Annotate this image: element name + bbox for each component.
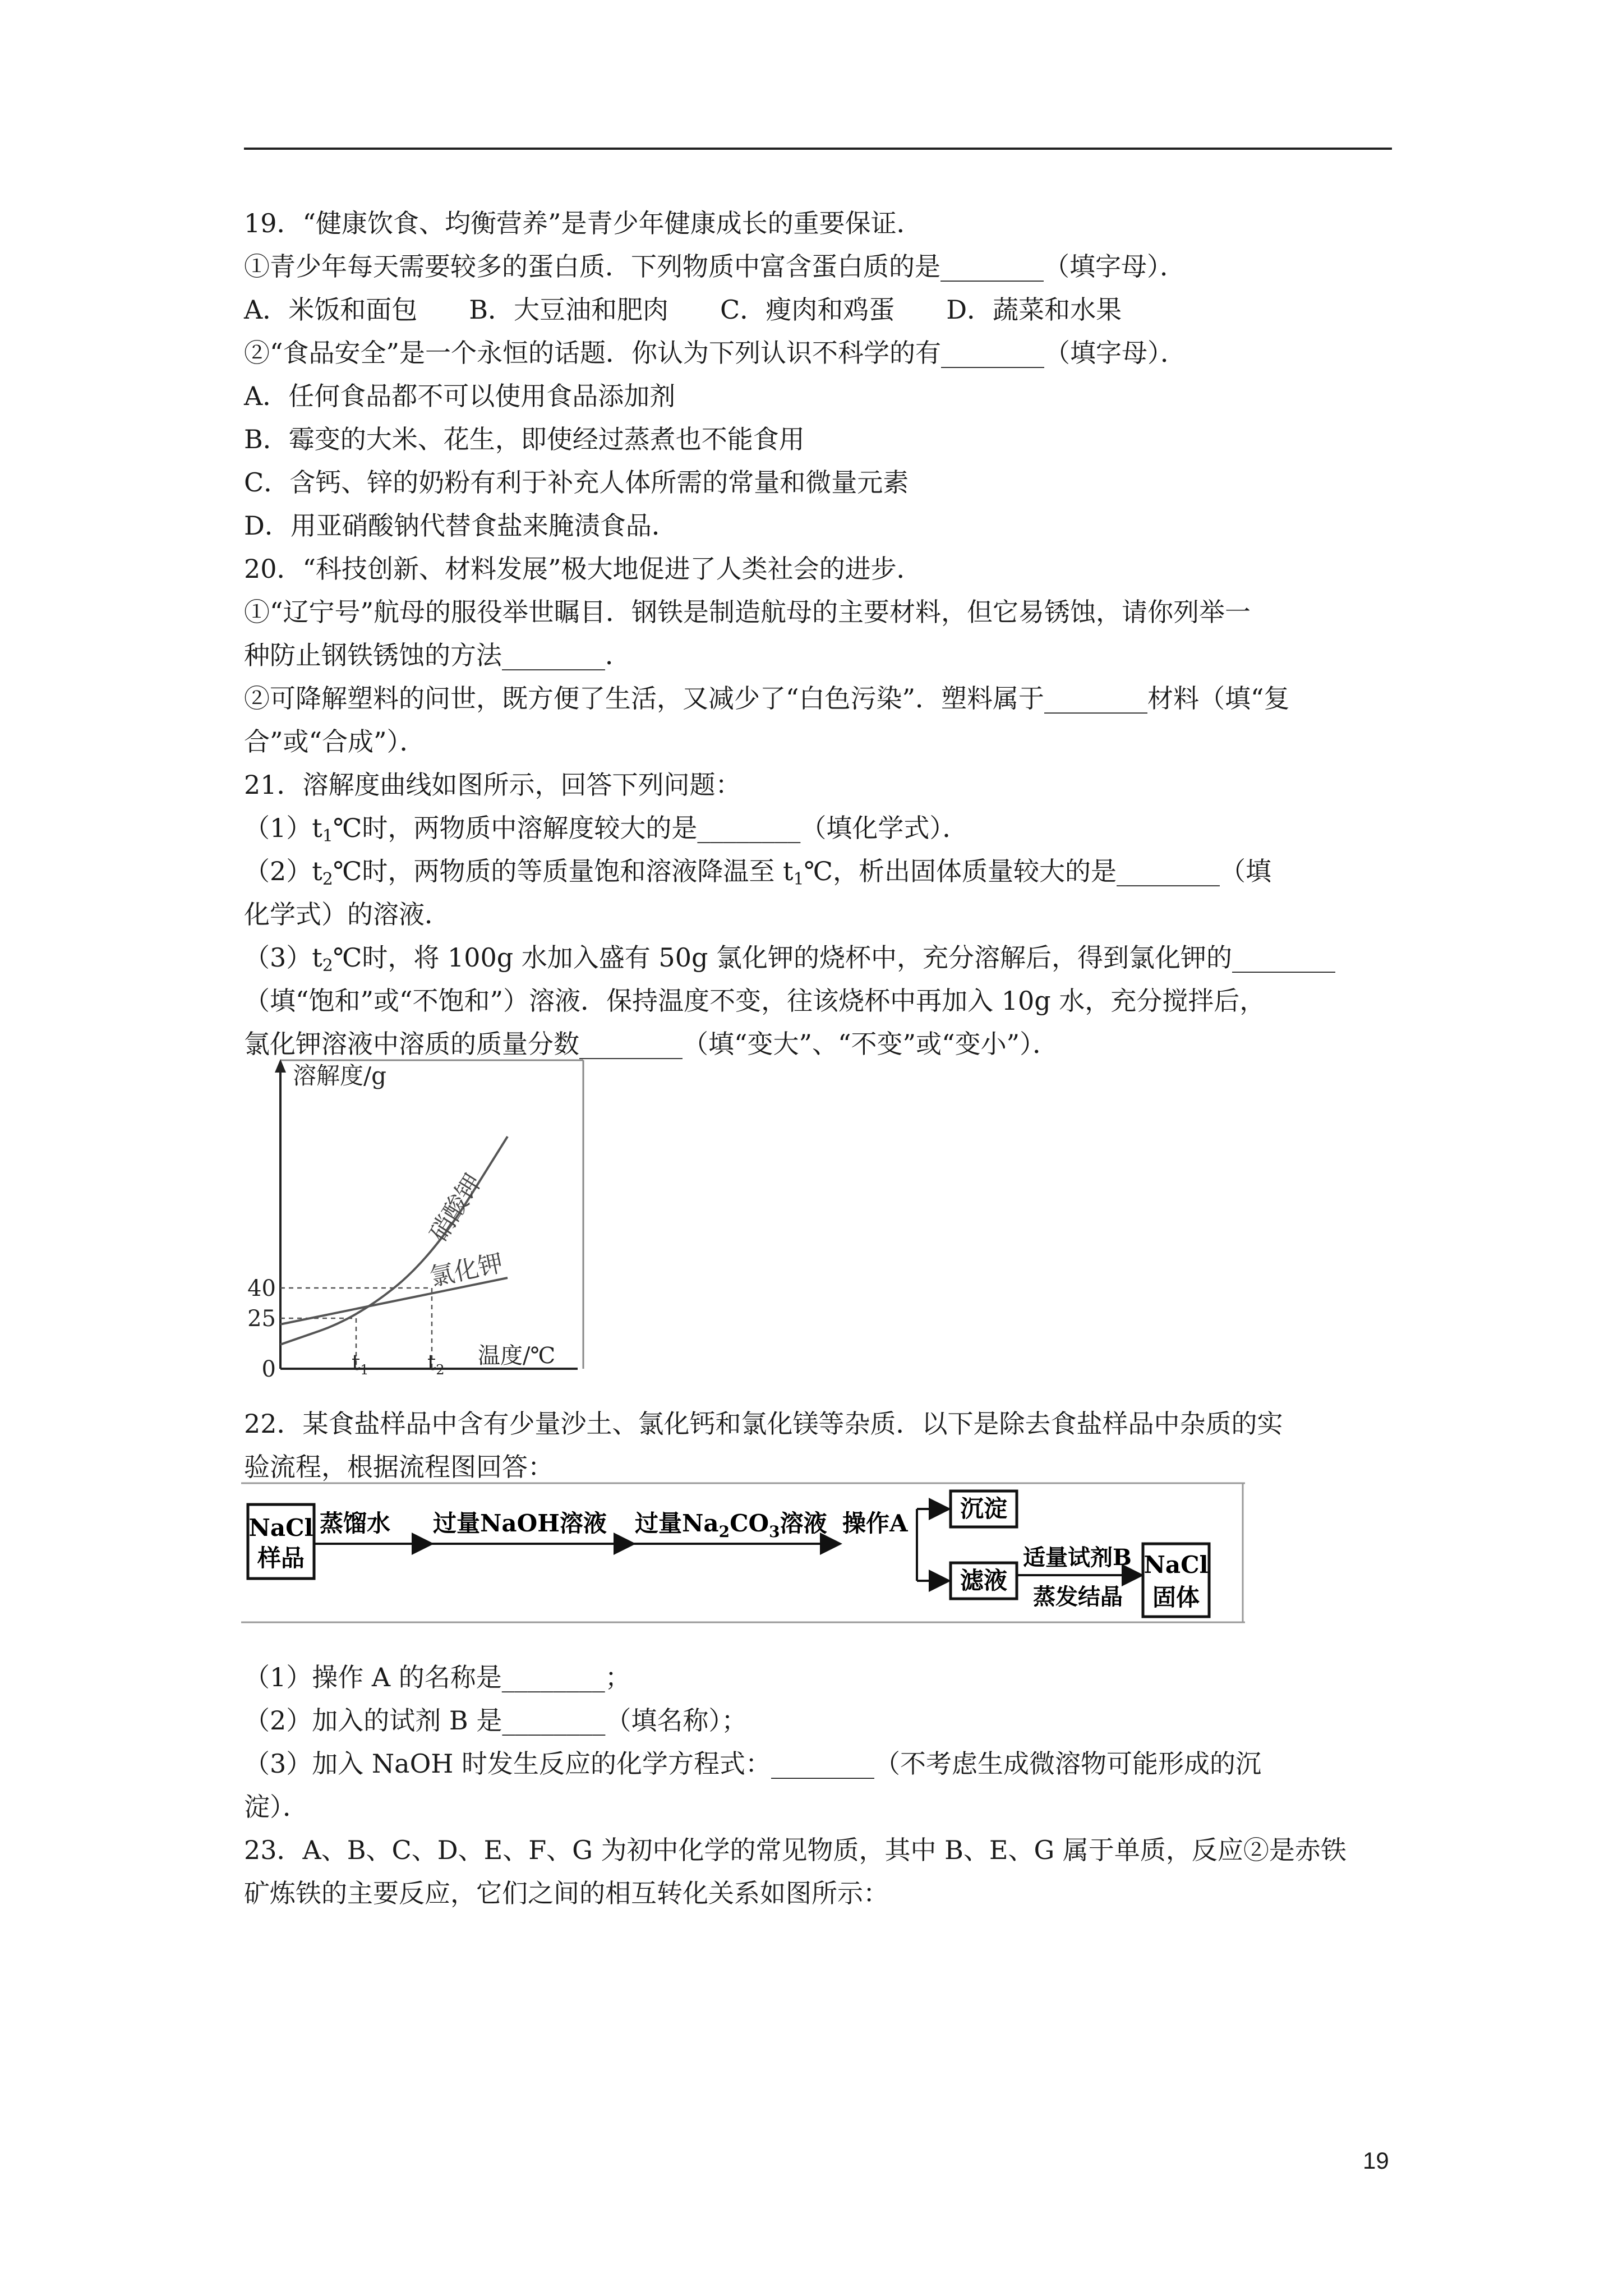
q21-part2-cont: 化学式）的溶液． [244, 899, 450, 930]
step-na2co3: 过量$Na_2CO_3$溶液 [635, 1510, 827, 1541]
q20-part2: ②可降解塑料的问世，既方便了生活，又减少了“白色污染”．塑料属于________材料（填“复 [244, 683, 1290, 714]
nacl-sample-label-2: 样品 [257, 1544, 305, 1572]
q19-option-c: C．含钙、锌的奶粉有利于补充人体所需的常量和微量元素 [244, 467, 909, 498]
q20-part2-cont: 合”或“合成”）． [244, 726, 426, 757]
q22-part3: （3）加入 NaOH 时发生反应的化学方程式：________（不考虑生成微溶物可能形成的沉 [244, 1749, 1262, 1779]
nacl-solid-label-1: NaCl [1144, 1551, 1209, 1579]
y-tick-label: 0 [261, 1356, 276, 1380]
step-naoh: 过量NaOH溶液 [433, 1510, 607, 1537]
y-tick-label: 25 [247, 1306, 276, 1332]
q19-part1-options: A．米饭和面包 B．大豆油和肥肉 C．瘦肉和鸡蛋 D．蔬菜和水果 [244, 295, 1122, 325]
x-axis-label: 温度/℃ [478, 1343, 556, 1369]
q19-part2: ②“食品安全”是一个永恒的话题．你认为下列认识不科学的有________（填字母）． [244, 338, 1187, 368]
q20-title: 20．“科技创新、材料发展”极大地促进了人类社会的进步． [244, 554, 923, 584]
q22-title-cont: 验流程，根据流程图回答： [244, 1452, 554, 1482]
step-operation-a: 操作A [842, 1510, 908, 1537]
q20-part1: ①“辽宁号”航母的服役举世瞩目．钢铁是制造航母的主要材料，但它易锈蚀，请你列举一 [244, 597, 1251, 627]
x-tick-label: $t_2$ [427, 1350, 445, 1378]
step-reagent-b: 适量试剂B [1023, 1544, 1132, 1571]
nacl-sample-label-1: NaCl [248, 1514, 313, 1542]
process-flow-diagram [241, 1481, 1245, 1627]
y-axis-label: 溶解度/g [293, 1062, 387, 1089]
q23-title-cont: 矿炼铁的主要反应，它们之间的相互转化关系如图所示： [244, 1878, 889, 1908]
x-tick-label: $t_1$ [352, 1350, 369, 1378]
q22-part2: （2）加入的试剂 B 是________（填名称）； [244, 1705, 748, 1736]
series-label-1: 氯化钾 [427, 1248, 506, 1292]
series-line-0 [280, 1137, 508, 1345]
q19-title: 19．“健康饮食、均衡营养”是青少年健康成长的重要保证． [244, 208, 923, 238]
q21-part1: $(1)t_1℃$时，两物质中溶解度较大的是________（填化学式）． [244, 813, 969, 846]
q23-title: 23．A、B、C、D、E、F、G 为初中化学的常见物质，其中 B、E、G 属于单质，反应②是赤铁 [244, 1835, 1347, 1865]
page-number: 19 [1363, 2147, 1389, 2174]
solubility-chart [241, 1055, 589, 1380]
q22-part1: （1）操作 A 的名称是________； [244, 1662, 631, 1692]
header-rule [244, 148, 1392, 150]
filtrate-label: 滤液 [960, 1567, 1008, 1594]
series-line-1 [280, 1278, 508, 1324]
q22-title: 22．某食盐样品中含有少量沙土、氯化钙和氯化镁等杂质．以下是除去食盐样品中杂质的实 [244, 1409, 1283, 1439]
q20-part1-cont: 种防止钢铁锈蚀的方法________． [244, 640, 631, 670]
q19-option-d: D．用亚硝酸钠代替食盐来腌渍食品． [244, 510, 677, 541]
q21-part3-cont: （填“饱和”或“不饱和”）溶液．保持温度不变，往该烧杯中再加入 10g 水，充分搅拌后， [244, 986, 1266, 1016]
q19-option-b: B．霉变的大米、花生，即使经过蒸煮也不能食用 [244, 424, 805, 454]
series-label-0: 硝酸钾 [424, 1168, 488, 1247]
q21-part3-cont2: 氯化钾溶液中溶质的质量分数________（填“变大”、“不变”或“变小”）． [244, 1029, 1059, 1059]
q19-option-a: A．任何食品都不可以使用食品添加剂 [244, 381, 676, 411]
q21-part3: $(3)t_2℃$时，将 100g 水加入盛有 50g 氯化钾的烧杯中，充分溶解后，得到氯化钾的________ [244, 942, 1336, 976]
q21-part2: $(2)t_2℃$时，两物质的等质量饱和溶液降温至 $t_1℃$，析出固体质量较大的是________（填 [244, 856, 1271, 889]
q22-part3-cont: 淀）． [244, 1792, 308, 1822]
y-axis-arrow [275, 1059, 286, 1073]
y-tick-label: 40 [247, 1276, 276, 1301]
q19-part1: ①青少年每天需要较多的蛋白质．下列物质中富含蛋白质的是________（填字母）． [244, 251, 1186, 282]
step-distilled-water: 蒸馏水 [320, 1510, 391, 1537]
q21-title: 21．溶解度曲线如图所示，回答下列问题： [244, 770, 741, 800]
step-evaporate: 蒸发结晶 [1033, 1584, 1123, 1610]
precipitate-label: 沉淀 [960, 1495, 1008, 1522]
nacl-solid-label-2: 固体 [1152, 1584, 1200, 1611]
